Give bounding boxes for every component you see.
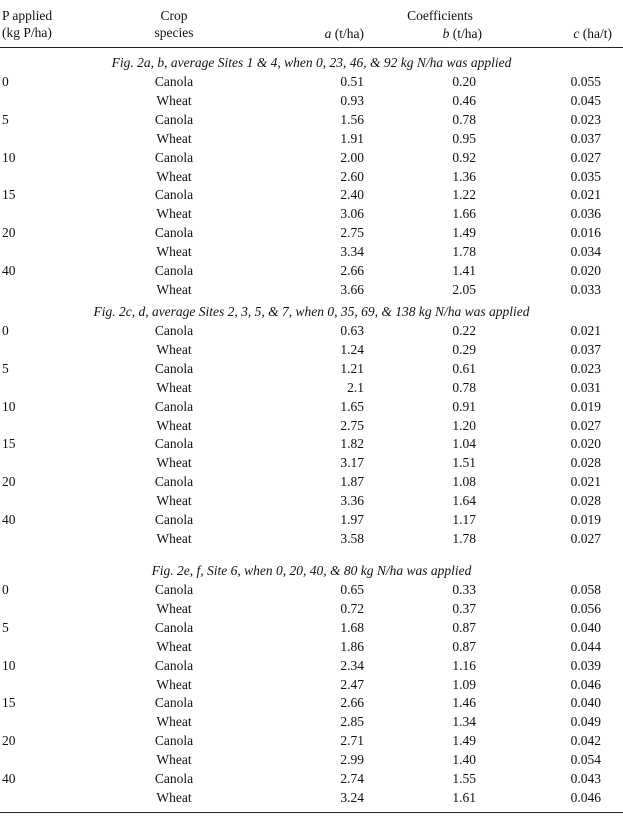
cell-crop: Canola — [154, 149, 194, 165]
cell-b: 1.41 — [452, 263, 476, 278]
cell-a: 1.86 — [340, 638, 364, 654]
cell-a: 1.65 — [340, 398, 364, 414]
cell-c: 0.021 — [570, 474, 601, 490]
cell-b: 0.91 — [452, 398, 476, 414]
table-row — [0, 205, 623, 224]
cell-crop: Canola — [154, 733, 194, 749]
table-row — [0, 581, 623, 600]
cell-b: 1.66 — [452, 206, 476, 222]
cell-b: 1.51 — [452, 455, 476, 471]
cell-crop: Canola — [154, 582, 194, 597]
table-row — [0, 511, 623, 530]
cell-crop: Canola — [154, 398, 194, 414]
cell-c: 0.027 — [570, 530, 601, 546]
cell-p-applied: 10 — [2, 398, 16, 414]
cell-c: 0.058 — [570, 582, 601, 597]
cell-crop: Canola — [154, 771, 194, 786]
cell-p-applied: 15 — [2, 187, 16, 203]
cell-b: 1.46 — [452, 695, 476, 711]
cell-c: 0.040 — [570, 619, 601, 635]
cell-crop: Wheat — [156, 789, 192, 805]
cell-c: 0.043 — [570, 771, 601, 786]
cell-p-applied: 40 — [2, 263, 16, 278]
table-row — [0, 473, 623, 492]
cell-c: 0.021 — [570, 323, 601, 338]
cell-b: 1.61 — [452, 789, 476, 805]
cell-a: 3.17 — [340, 455, 364, 471]
cell-a: 2.1 — [347, 379, 364, 395]
cell-b: 0.78 — [452, 379, 476, 395]
cell-c: 0.049 — [570, 714, 601, 730]
table-row — [0, 149, 623, 168]
cell-a: 2.75 — [340, 225, 364, 241]
cell-b: 1.20 — [452, 417, 476, 433]
table-row — [0, 224, 623, 243]
cell-p-applied: 5 — [2, 619, 9, 635]
cell-c: 0.054 — [570, 752, 601, 768]
table-row — [0, 130, 623, 149]
cell-crop: Wheat — [156, 638, 192, 654]
cell-a: 3.36 — [340, 493, 364, 509]
header-b — [412, 25, 482, 42]
cell-crop: Wheat — [156, 244, 192, 260]
cell-c: 0.040 — [570, 695, 601, 711]
cell-b: 1.49 — [452, 225, 476, 241]
table-row — [0, 789, 623, 808]
cell-crop: Wheat — [156, 530, 192, 546]
cell-c: 0.033 — [570, 281, 601, 297]
cell-b: 1.09 — [452, 676, 476, 692]
cell-a: 3.58 — [340, 530, 364, 546]
cell-c: 0.035 — [570, 168, 601, 184]
cell-b: 1.49 — [452, 733, 476, 749]
cell-c: 0.034 — [570, 244, 601, 260]
cell-c: 0.031 — [570, 379, 601, 395]
cell-a: 3.06 — [340, 206, 364, 222]
cell-a: 1.97 — [340, 512, 364, 527]
cell-crop: Wheat — [156, 676, 192, 692]
cell-crop: Wheat — [156, 379, 192, 395]
header-p-applied — [2, 7, 52, 41]
cell-a: 2.40 — [340, 187, 364, 203]
cell-c: 0.019 — [570, 512, 601, 527]
table-row — [0, 770, 623, 789]
table-row — [0, 619, 623, 638]
cell-a: 1.21 — [340, 360, 364, 376]
cell-p-applied: 0 — [2, 74, 9, 89]
cell-b: 0.33 — [452, 582, 476, 597]
cell-b: 1.04 — [452, 436, 476, 452]
cell-c: 0.020 — [570, 263, 601, 278]
cell-a: 2.75 — [340, 417, 364, 433]
cell-p-applied: 5 — [2, 360, 9, 376]
cell-p-applied: 0 — [2, 323, 9, 338]
cell-a: 2.60 — [340, 168, 364, 184]
cell-a: 0.65 — [340, 582, 364, 597]
cell-crop: Canola — [154, 111, 194, 127]
cell-c: 0.039 — [570, 657, 601, 673]
cell-b: 0.87 — [452, 638, 476, 654]
cell-c: 0.055 — [570, 74, 601, 89]
cell-crop: Wheat — [156, 168, 192, 184]
cell-a: 0.51 — [340, 74, 364, 89]
cell-b: 1.55 — [452, 771, 476, 786]
header-rule — [0, 47, 623, 48]
cell-a: 1.24 — [340, 341, 364, 357]
cell-crop: Canola — [154, 657, 194, 673]
cell-b: 1.17 — [452, 512, 476, 527]
table-row — [0, 732, 623, 751]
cell-a: 1.56 — [340, 111, 364, 127]
table-row — [0, 243, 623, 262]
cell-a: 2.47 — [340, 676, 364, 692]
header-coefficients: Coefficients — [407, 8, 473, 23]
bottom-rule — [0, 812, 623, 813]
cell-crop: Wheat — [156, 206, 192, 222]
cell-crop: Wheat — [156, 417, 192, 433]
cell-crop: Canola — [154, 263, 194, 278]
cell-b: 0.78 — [452, 111, 476, 127]
cell-a: 0.72 — [340, 600, 364, 616]
cell-crop: Canola — [154, 187, 194, 203]
cell-p-applied: 15 — [2, 436, 16, 452]
cell-b: 0.92 — [452, 149, 476, 165]
cell-crop: Canola — [154, 436, 194, 452]
table-row — [0, 530, 623, 549]
section-title: Fig. 2a, b, average Sites 1 & 4, when 0, 23, 46, & 92 kg N/ha was applied — [111, 55, 512, 70]
table-row — [0, 657, 623, 676]
cell-a: 1.91 — [340, 130, 364, 146]
cell-b: 0.61 — [452, 360, 476, 376]
cell-b: 1.36 — [452, 168, 476, 184]
header-p-applied-line1: P applied — [2, 8, 53, 23]
cell-crop: Canola — [154, 225, 194, 241]
cell-p-applied: 15 — [2, 695, 16, 711]
cell-a: 0.93 — [340, 92, 364, 108]
cell-crop: Wheat — [156, 455, 192, 471]
cell-c: 0.037 — [570, 341, 601, 357]
cell-a: 3.24 — [340, 789, 364, 805]
cell-b: 1.64 — [452, 493, 476, 509]
cell-c: 0.020 — [570, 436, 601, 452]
cell-b: 0.37 — [452, 600, 476, 616]
table-row — [0, 92, 623, 111]
table-row — [0, 262, 623, 281]
header-b-symbol: b — [442, 26, 450, 41]
cell-a: 1.87 — [340, 474, 364, 490]
cell-p-applied: 20 — [2, 474, 16, 490]
cell-a: 3.66 — [340, 281, 364, 297]
cell-p-applied: 20 — [2, 733, 16, 749]
cell-a: 2.85 — [340, 714, 364, 730]
cell-crop: Wheat — [156, 130, 192, 146]
cell-crop: Wheat — [156, 714, 192, 730]
cell-p-applied: 10 — [2, 149, 16, 165]
header-p-applied-line2: (kg P/ha) — [2, 25, 52, 40]
cell-c: 0.021 — [570, 187, 601, 203]
header-c — [540, 25, 612, 42]
cell-b: 1.78 — [452, 244, 476, 260]
header-b-unit: (t/ha) — [452, 26, 482, 41]
cell-b: 0.22 — [452, 323, 476, 338]
cell-c: 0.019 — [570, 398, 601, 414]
cell-c: 0.044 — [570, 638, 601, 654]
header-c-unit: (ha/t) — [582, 26, 612, 41]
table-row — [0, 398, 623, 417]
table-row — [0, 379, 623, 398]
header-crop-species — [133, 7, 215, 41]
table-row — [0, 713, 623, 732]
cell-p-applied: 0 — [2, 582, 9, 597]
cell-a: 1.68 — [340, 619, 364, 635]
header-crop-line2: species — [154, 25, 194, 40]
cell-b: 0.87 — [452, 619, 476, 635]
cell-crop: Wheat — [156, 493, 192, 509]
cell-crop: Canola — [154, 74, 194, 89]
cell-a: 2.66 — [340, 695, 364, 711]
cell-crop: Canola — [154, 360, 194, 376]
cell-a: 2.00 — [340, 149, 364, 165]
cell-crop: Wheat — [156, 752, 192, 768]
header-c-symbol: c — [573, 26, 580, 41]
section-title: Fig. 2c, d, average Sites 2, 3, 5, & 7, when 0, 35, 69, & 138 kg N/ha was applied — [93, 304, 530, 319]
table-row — [0, 676, 623, 695]
cell-c: 0.023 — [570, 360, 601, 376]
table-row — [0, 435, 623, 454]
cell-crop: Wheat — [156, 281, 192, 297]
table-row — [0, 454, 623, 473]
cell-crop: Wheat — [156, 92, 192, 108]
table-row — [0, 186, 623, 205]
cell-b: 2.05 — [452, 281, 476, 297]
cell-c: 0.028 — [570, 455, 601, 471]
cell-c: 0.028 — [570, 493, 601, 509]
table-row — [0, 360, 623, 379]
header-a-symbol: a — [324, 26, 332, 41]
cell-b: 1.78 — [452, 530, 476, 546]
cell-p-applied: 10 — [2, 657, 16, 673]
cell-b: 1.40 — [452, 752, 476, 768]
cell-p-applied: 20 — [2, 225, 16, 241]
cell-a: 2.71 — [340, 733, 364, 749]
table-row — [0, 341, 623, 360]
table-row — [0, 751, 623, 770]
cell-c: 0.023 — [570, 111, 601, 127]
cell-c: 0.027 — [570, 149, 601, 165]
cell-crop: Canola — [154, 474, 194, 490]
cell-crop: Canola — [154, 695, 194, 711]
table-row — [0, 638, 623, 657]
header-crop-line1: Crop — [160, 8, 188, 23]
table-row — [0, 168, 623, 187]
cell-p-applied: 40 — [2, 512, 16, 527]
cell-b: 1.22 — [452, 187, 476, 203]
table-row — [0, 111, 623, 130]
cell-p-applied: 5 — [2, 111, 9, 127]
table-row — [0, 492, 623, 511]
table-row — [0, 73, 623, 92]
cell-crop: Wheat — [156, 600, 192, 616]
cell-c: 0.016 — [570, 225, 601, 241]
cell-b: 1.08 — [452, 474, 476, 490]
cell-crop: Canola — [154, 323, 194, 338]
cell-crop: Wheat — [156, 341, 192, 357]
cell-a: 2.34 — [340, 657, 364, 673]
cell-a: 2.66 — [340, 263, 364, 278]
cell-b: 0.20 — [452, 74, 476, 89]
cell-a: 2.74 — [340, 771, 364, 786]
table-row — [0, 281, 623, 300]
table-row — [0, 417, 623, 436]
cell-c: 0.056 — [570, 600, 601, 616]
cell-p-applied: 40 — [2, 771, 16, 786]
cell-c: 0.042 — [570, 733, 601, 749]
cell-c: 0.046 — [570, 676, 601, 692]
cell-c: 0.046 — [570, 789, 601, 805]
header-a — [300, 25, 364, 42]
cell-c: 0.036 — [570, 206, 601, 222]
header-a-unit: (t/ha) — [334, 26, 364, 41]
table-row — [0, 322, 623, 341]
table-row — [0, 694, 623, 713]
cell-a: 1.82 — [340, 436, 364, 452]
cell-b: 1.34 — [452, 714, 476, 730]
cell-crop: Canola — [154, 512, 194, 527]
cell-c: 0.027 — [570, 417, 601, 433]
cell-c: 0.037 — [570, 130, 601, 146]
cell-c: 0.045 — [570, 92, 601, 108]
cell-b: 0.95 — [452, 130, 476, 146]
cell-a: 3.34 — [340, 244, 364, 260]
cell-b: 0.46 — [452, 92, 476, 108]
cell-a: 0.63 — [340, 323, 364, 338]
cell-b: 0.29 — [452, 341, 476, 357]
table-row — [0, 600, 623, 619]
cell-b: 1.16 — [452, 657, 476, 673]
cell-crop: Canola — [154, 619, 194, 635]
section-title: Fig. 2e, f, Site 6, when 0, 20, 40, & 80 kg N/ha was applied — [151, 563, 472, 578]
cell-a: 2.99 — [340, 752, 364, 768]
